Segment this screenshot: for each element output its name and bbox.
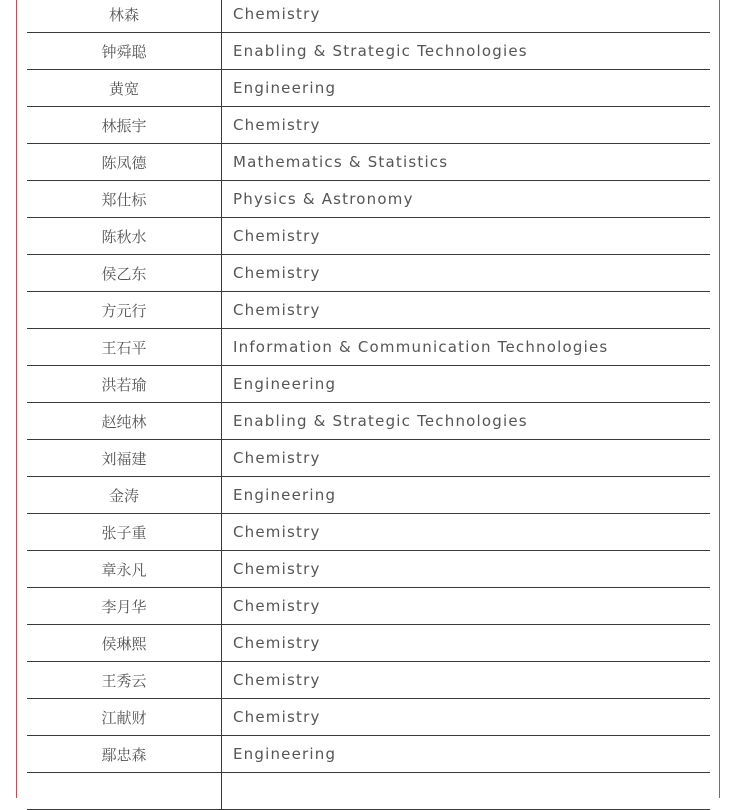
table-row: [27, 107, 710, 144]
name-cell: 江献财: [27, 699, 222, 736]
field-cell: Chemistry: [222, 292, 711, 329]
name-cell: 黄宽: [27, 70, 222, 107]
table-row: [27, 181, 710, 218]
table-row: [27, 329, 710, 366]
table-row: [27, 588, 710, 625]
scholar-table-body: [27, 0, 710, 810]
field-cell: Engineering: [222, 477, 711, 514]
field-cell: Chemistry: [222, 662, 711, 699]
field-cell: Physics & Astronomy: [222, 181, 711, 218]
field-cell: Chemistry: [222, 514, 711, 551]
table-row: [27, 218, 710, 255]
name-cell: 钟舜聪: [27, 33, 222, 70]
name-cell: 洪若瑜: [27, 366, 222, 403]
name-cell: 侯琳熙: [27, 625, 222, 662]
name-cell: 赵纯林: [27, 403, 222, 440]
field-cell: Chemistry: [222, 0, 711, 33]
name-cell: 刘福建: [27, 440, 222, 477]
field-cell: Chemistry: [222, 625, 711, 662]
table-row: [27, 255, 710, 292]
table-row: [27, 440, 710, 477]
scholar-table: [27, 0, 710, 810]
table-row: [27, 736, 710, 773]
field-cell: Chemistry: [222, 551, 711, 588]
name-cell: 林森: [27, 0, 222, 33]
field-cell: Mathematics & Statistics: [222, 144, 711, 181]
name-cell: 李月华: [27, 588, 222, 625]
field-cell: Chemistry: [222, 255, 711, 292]
field-cell: Chemistry: [222, 218, 711, 255]
name-cell: 鄢忠森: [27, 736, 222, 773]
field-cell: Enabling & Strategic Technologies: [222, 33, 711, 70]
name-cell: 侯乙东: [27, 255, 222, 292]
name-cell: 章永凡: [27, 551, 222, 588]
table-row: [27, 662, 710, 699]
name-cell: 王石平: [27, 329, 222, 366]
name-cell: 郑仕标: [27, 181, 222, 218]
field-cell: Engineering: [222, 70, 711, 107]
table-row: [27, 366, 710, 403]
table-row: [27, 699, 710, 736]
table-row: [27, 773, 710, 810]
table-row: [27, 292, 710, 329]
table-row: [27, 144, 710, 181]
name-cell: 陈凤德: [27, 144, 222, 181]
field-cell: Chemistry: [222, 588, 711, 625]
table-row: [27, 551, 710, 588]
table-row: [27, 514, 710, 551]
table-row: [27, 625, 710, 662]
field-cell: Engineering: [222, 366, 711, 403]
name-cell: [27, 773, 222, 810]
field-cell: Engineering: [222, 736, 711, 773]
field-cell: [222, 773, 711, 810]
field-cell: Chemistry: [222, 440, 711, 477]
table-row: [27, 403, 710, 440]
name-cell: 金涛: [27, 477, 222, 514]
name-cell: 方元行: [27, 292, 222, 329]
table-row: [27, 477, 710, 514]
name-cell: 王秀云: [27, 662, 222, 699]
table-row: [27, 0, 710, 33]
field-cell: Enabling & Strategic Technologies: [222, 403, 711, 440]
name-cell: 林振宇: [27, 107, 222, 144]
table-row: [27, 33, 710, 70]
table-row: [27, 70, 710, 107]
field-cell: Chemistry: [222, 699, 711, 736]
field-cell: Information & Communication Technologies: [222, 329, 711, 366]
name-cell: 张子重: [27, 514, 222, 551]
name-cell: 陈秋水: [27, 218, 222, 255]
field-cell: Chemistry: [222, 107, 711, 144]
